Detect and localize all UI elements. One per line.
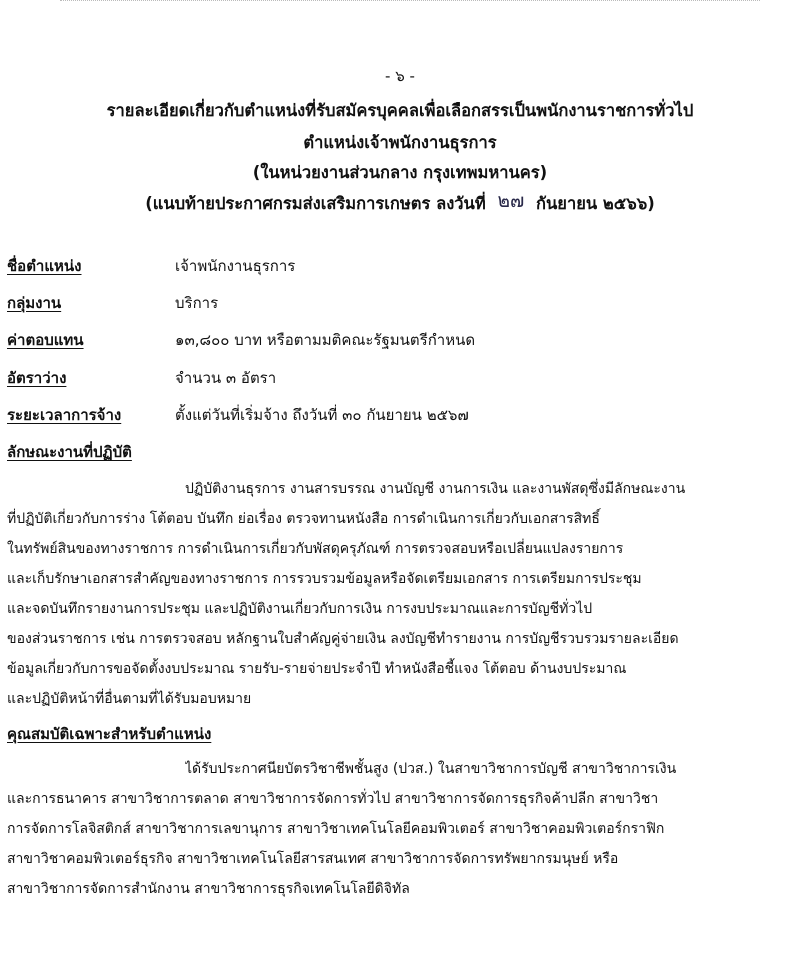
handwritten-day: ๒๗	[497, 190, 525, 212]
qualifications-heading: คุณสมบัติเฉพาะสำหรับตำแหน่ง	[7, 725, 212, 743]
pay-value: ๑๓,๘๐๐ บาท หรือตามมติคณะรัฐมนตรีกำหนด	[175, 331, 476, 349]
title-line-3: (ในหน่วยงานส่วนกลาง กรุงเทพมหานคร)	[252, 163, 548, 182]
vacancy-label: อัตราว่าง	[7, 369, 67, 387]
duties-line: และจดบันทึกรายงานการประชุม และปฏิบัติงานเกี่ยวกับการเงิน การงบประมาณและการบัญชีทั่วไป	[7, 601, 593, 617]
title-line-2: ตำแหน่งเจ้าพนักงานธุรการ	[303, 133, 497, 152]
qualifications-line: การจัดการโลจิสติกส์ สาขาวิชาการเลขานุการ สาขาวิชาเทคโนโลยีคอมพิวเตอร์ สาขาวิชาคอมพิวเตอร์กราฟิก	[7, 821, 665, 837]
page-number: - ๖ -	[385, 67, 415, 85]
employment-period-value: ตั้งแต่วันที่เริ่มจ้าง ถึงวันที่ ๓๐ กันยายน ๒๕๖๗	[175, 406, 469, 424]
position-label: ชื่อตำแหน่ง	[7, 257, 82, 275]
duties-line: และเก็บรักษาเอกสารสำคัญของทางราชการ การรวบรวมข้อมูลหรือจัดเตรียมเอกสาร การเตรียมการประชุม	[7, 571, 642, 587]
qualifications-line: สาขาวิชาคอมพิวเตอร์ธุรกิจ สาขาวิชาเทคโนโลยีสารสนเทศ สาขาวิชาการจัดการทรัพยากรมนุษย์ หรือ	[7, 851, 619, 867]
duties-heading: ลักษณะงานที่ปฏิบัติ	[7, 443, 132, 461]
group-value: บริการ	[175, 294, 219, 312]
position-value: เจ้าพนักงานธุรการ	[175, 257, 296, 275]
title-line-4	[0, 188, 800, 218]
vacancy-value: จำนวน ๓ อัตรา	[175, 369, 277, 387]
duties-line: ข้อมูลเกี่ยวกับการขอจัดตั้งงบประมาณ รายรับ-รายจ่ายประจำปี ทำหนังสือชี้แจง โต้ตอบ ด้านงบประมาณ	[7, 661, 627, 677]
pay-label: ค่าตอบแทน	[7, 331, 84, 349]
duties-line: ของส่วนราชการ เช่น การตรวจสอบ หลักฐานใบสำคัญคู่จ่ายเงิน ลงบัญชีทำรายงาน การบัญชีรวบรวมรายละเอียด	[7, 631, 679, 647]
group-label: กลุ่มงาน	[7, 294, 62, 312]
scan-top-edge	[60, 0, 760, 6]
announcement-date-prefix: (แนบท้ายประกาศกรมส่งเสริมการเกษตร ลงวันที่	[145, 194, 486, 213]
duties-line: ที่ปฏิบัติเกี่ยวกับการร่าง โต้ตอบ บันทึก ย่อเรื่อง ตรวจทานหนังสือ การดำเนินการเกี่ยวกับเอกสารสิทธิ์	[7, 511, 600, 527]
duties-line: ปฏิบัติงานธุรการ งานสารบรรณ งานบัญชี งานการเงิน และงานพัสดุซึ่งมีลักษณะงาน	[185, 481, 686, 497]
qualifications-line: ได้รับประกาศนียบัตรวิชาชีพชั้นสูง (ปวส.) ในสาขาวิชาการบัญชี สาขาวิชาการเงิน	[185, 761, 677, 777]
announcement-date-suffix: กันยายน ๒๕๖๖)	[536, 194, 655, 213]
title-line-1: รายละเอียดเกี่ยวกับตำแหน่งที่รับสมัครบุคคลเพื่อเลือกสรรเป็นพนักงานราชการทั่วไป	[106, 101, 694, 120]
duties-line: ในทรัพย์สินของทางราชการ การดำเนินการเกี่ยวกับพัสดุครุภัณฑ์ การตรวจสอบหรือเปลี่ยนแปลงรายการ	[7, 541, 624, 557]
duties-line: และปฏิบัติหน้าที่อื่นตามที่ได้รับมอบหมาย	[7, 691, 252, 707]
employment-period-label: ระยะเวลาการจ้าง	[7, 406, 122, 424]
qualifications-line: และการธนาคาร สาขาวิชาการตลาด สาขาวิชาการจัดการทั่วไป สาขาวิชาการจัดการธุรกิจค้าปลีก สาขาวิชา	[7, 791, 659, 807]
qualifications-line: สาขาวิชาการจัดการสำนักงาน สาขาวิชาการธุรกิจเทคโนโลยีดิจิทัล	[7, 881, 410, 897]
